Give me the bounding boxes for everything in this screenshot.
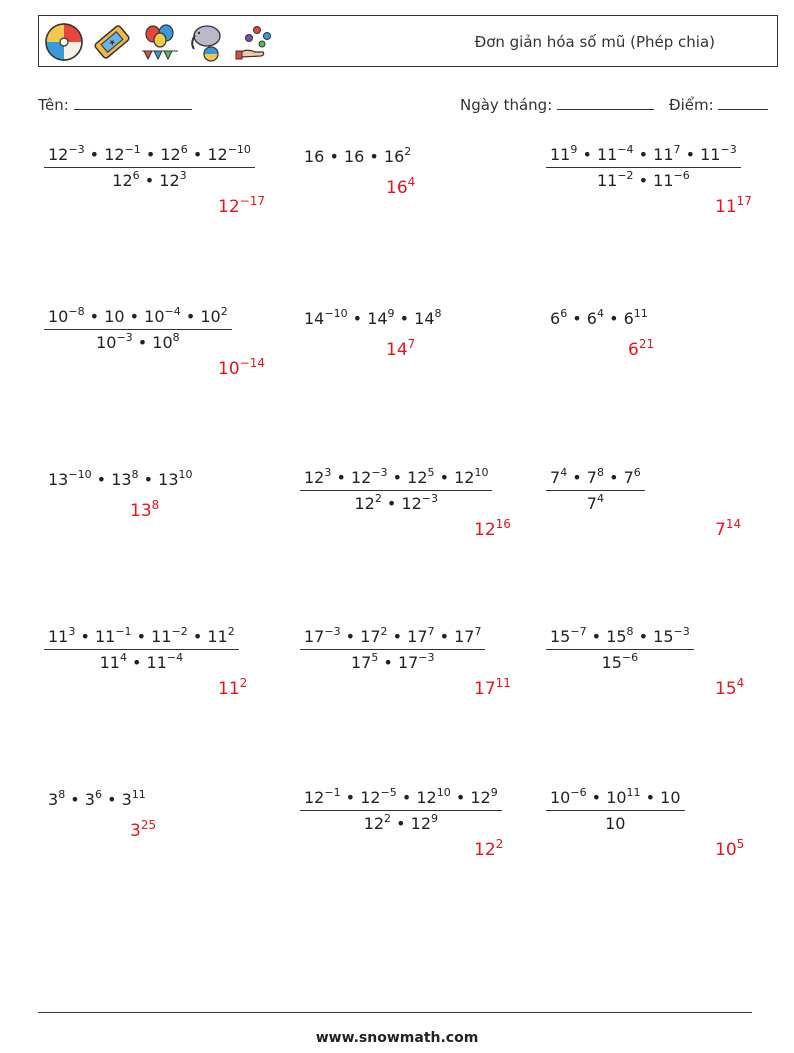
power-exponent: 2 xyxy=(220,305,228,318)
power-base: 12 xyxy=(360,788,381,807)
power-exponent: 17 xyxy=(736,194,752,208)
answer xyxy=(218,356,265,379)
power-exponent: 2 xyxy=(495,837,504,851)
answer xyxy=(130,498,160,521)
power-exponent: −10 xyxy=(68,468,92,481)
power-exponent: 5 xyxy=(371,651,379,664)
answer xyxy=(628,337,655,360)
denominator: $12^2$ • $12^{-3}$ xyxy=(354,492,439,513)
numerator: $11^9$ • $11^{-4}$ • $11^7$ • $11^{-3}$ xyxy=(546,145,741,168)
answer xyxy=(474,837,504,860)
power-exponent: 25 xyxy=(140,818,157,832)
problem-expression xyxy=(304,309,442,328)
power-base: 11 xyxy=(94,627,116,646)
power-base: 3 xyxy=(130,821,141,841)
power-base: 15 xyxy=(606,627,627,646)
power-base: 17 xyxy=(350,653,372,672)
power-exponent: −10 xyxy=(227,143,251,156)
power-base: 12 xyxy=(454,468,475,487)
answer xyxy=(218,194,265,217)
header-icons xyxy=(43,21,277,63)
power-base: 12 xyxy=(159,171,180,190)
power-exponent: −14 xyxy=(239,356,265,370)
balloons-icon xyxy=(139,21,181,63)
power-exponent: 5 xyxy=(736,837,745,851)
power-base: 17 xyxy=(407,627,428,646)
power-base: 11 xyxy=(653,145,674,164)
power-exponent: 11 xyxy=(495,676,511,690)
power-exponent: 3 xyxy=(179,169,187,182)
problem-expression xyxy=(300,788,502,833)
denominator: $17^5$ • $17^{-3}$ xyxy=(350,651,435,672)
juggling-icon xyxy=(235,21,277,63)
power-base: 11 xyxy=(48,627,69,646)
power-exponent: −3 xyxy=(720,143,737,156)
fraction xyxy=(300,788,502,833)
worksheet-header xyxy=(38,15,778,67)
name-field xyxy=(38,94,192,114)
power-exponent: −4 xyxy=(617,143,634,156)
denominator xyxy=(546,491,645,513)
power-base: 11 xyxy=(653,171,674,190)
power-base: 14 xyxy=(386,340,408,360)
answer xyxy=(130,818,157,841)
numerator: $10^{-8}$ • 10 • $10^{-4}$ • $10^2$ xyxy=(44,307,232,330)
power-exponent: 4 xyxy=(560,466,568,479)
power-exponent: −4 xyxy=(166,651,184,664)
numerator: $12^3$ • $12^{-3}$ • $12^5$ • $12^{10}$ xyxy=(300,468,492,491)
power-exponent: −3 xyxy=(418,651,435,664)
power-exponent: 2 xyxy=(404,145,412,158)
power-exponent: 3 xyxy=(324,466,332,479)
power-base: 3 xyxy=(48,790,59,809)
power-base: 10 xyxy=(605,814,626,833)
power-base: 12 xyxy=(350,468,372,487)
power-base: 17 xyxy=(474,679,496,699)
numerator: $10^{-6}$ • $10^{11}$ • 10 xyxy=(546,788,685,811)
power-base: 12 xyxy=(470,788,491,807)
power-base: 12 xyxy=(218,197,240,217)
problem-expression xyxy=(546,788,685,833)
power-base: 13 xyxy=(130,501,152,521)
power-base: 16 xyxy=(343,147,365,166)
power-exponent: 7 xyxy=(673,143,681,156)
power-base: 7 xyxy=(586,468,597,487)
power-exponent: 4 xyxy=(596,492,604,505)
worksheet-title: Đơn giản hóa số mũ (Phép chia) xyxy=(474,33,715,51)
product: $14^{-10}$ • $14^9$ • $14^8$ xyxy=(304,307,442,328)
power-exponent: −3 xyxy=(421,492,439,505)
fraction xyxy=(546,145,741,190)
power-base: 6 xyxy=(550,309,561,328)
problem-expression xyxy=(546,468,645,513)
power-base: 12 xyxy=(112,171,133,190)
power-base: 13 xyxy=(158,470,179,489)
power-exponent: 2 xyxy=(384,812,392,825)
power-exponent: 9 xyxy=(490,786,498,799)
power-base: 11 xyxy=(146,653,167,672)
power-base: 13 xyxy=(48,470,69,489)
power-exponent: 3 xyxy=(68,625,76,638)
fraction xyxy=(44,307,232,352)
power-exponent: 9 xyxy=(570,143,578,156)
power-base: 16 xyxy=(304,147,325,166)
power-base: 10 xyxy=(96,333,117,352)
power-exponent: 4 xyxy=(736,676,745,690)
power-base: 12 xyxy=(474,840,496,860)
fraction xyxy=(300,468,492,513)
power-base: 10 xyxy=(606,788,627,807)
power-exponent: −5 xyxy=(380,786,397,799)
name-blank[interactable] xyxy=(74,94,192,110)
power-base: 11 xyxy=(218,679,240,699)
power-base: 12 xyxy=(48,145,69,164)
power-base: 10 xyxy=(218,359,240,379)
power-base: 14 xyxy=(367,309,388,328)
answer xyxy=(474,676,511,699)
power-exponent: 6 xyxy=(94,788,102,801)
date-blank[interactable] xyxy=(557,94,654,110)
power-base: 13 xyxy=(111,470,132,489)
power-base: 15 xyxy=(601,653,622,672)
problem-expression xyxy=(304,147,411,166)
power-exponent: 7 xyxy=(407,337,416,351)
power-exponent: −4 xyxy=(164,305,181,318)
power-base: 12 xyxy=(416,788,437,807)
power-exponent: 8 xyxy=(626,625,634,638)
denominator: $10^{-3}$ • $10^8$ xyxy=(96,331,180,352)
power-exponent: 14 xyxy=(725,517,742,531)
problem-expression xyxy=(550,309,648,328)
power-base: 11 xyxy=(550,145,571,164)
power-exponent: 6 xyxy=(560,307,568,320)
power-exponent: −2 xyxy=(617,169,634,182)
power-base: 12 xyxy=(160,145,181,164)
power-exponent: −1 xyxy=(324,786,341,799)
power-base: 10 xyxy=(48,307,69,326)
power-base: 12 xyxy=(474,520,496,540)
problem-expression xyxy=(546,145,741,190)
denominator: $12^6$ • $12^3$ xyxy=(112,169,187,190)
problem-expression xyxy=(44,627,239,672)
power-exponent: −1 xyxy=(124,143,141,156)
power-base: 11 xyxy=(715,197,737,217)
problem-expression xyxy=(44,145,255,190)
numerator: $11^3$ • $11^{-1}$ • $11^{-2}$ • $11^2$ xyxy=(44,627,239,650)
power-base: 14 xyxy=(414,309,435,328)
power-exponent: 2 xyxy=(374,492,382,505)
power-base: 16 xyxy=(386,178,408,198)
power-base: 10 xyxy=(152,333,173,352)
power-base: 17 xyxy=(304,627,325,646)
power-exponent: −10 xyxy=(324,307,348,320)
power-exponent: 16 xyxy=(495,517,511,531)
problem-expression xyxy=(48,470,193,489)
answer xyxy=(715,676,745,699)
power-exponent: 10 xyxy=(436,786,451,799)
power-base: 15 xyxy=(550,627,571,646)
power-base: 12 xyxy=(410,814,432,833)
power-exponent: −3 xyxy=(324,625,341,638)
power-exponent: 4 xyxy=(596,307,604,320)
numerator: $12^{-1}$ • $12^{-5}$ • $12^{10}$ • $12^9$ xyxy=(300,788,502,811)
product: $3^8$ • $3^6$ • $3^{11}$ xyxy=(48,788,146,809)
power-base: 10 xyxy=(715,840,737,860)
power-exponent: 6 xyxy=(132,169,140,182)
problem-expression xyxy=(546,627,694,672)
power-base: 11 xyxy=(596,145,618,164)
power-base: 6 xyxy=(586,309,597,328)
power-base: 15 xyxy=(715,679,737,699)
power-exponent: 7 xyxy=(474,625,482,638)
footer-website: www.snowmath.com xyxy=(315,1030,479,1046)
fraction xyxy=(546,788,685,833)
power-base: 11 xyxy=(596,171,618,190)
power-base: 10 xyxy=(200,307,221,326)
power-base: 12 xyxy=(104,145,125,164)
power-exponent: 11 xyxy=(131,788,146,801)
power-exponent: 10 xyxy=(474,466,489,479)
power-exponent: 6 xyxy=(180,143,188,156)
power-exponent: 2 xyxy=(239,676,248,690)
name-label: Tên: xyxy=(38,96,69,114)
problem-expression xyxy=(300,627,485,672)
power-exponent: −3 xyxy=(116,331,133,344)
power-base: 17 xyxy=(360,627,381,646)
power-exponent: 4 xyxy=(407,175,416,189)
fraction xyxy=(44,145,255,190)
fraction xyxy=(546,627,694,672)
power-base: 11 xyxy=(99,653,120,672)
power-base: 16 xyxy=(383,147,405,166)
power-exponent: 10 xyxy=(178,468,193,481)
denominator xyxy=(546,811,685,833)
answer xyxy=(474,517,511,540)
power-base: 3 xyxy=(121,790,132,809)
power-base: 6 xyxy=(623,309,634,328)
denominator: $11^4$ • $11^{-4}$ xyxy=(99,651,184,672)
power-exponent: 8 xyxy=(596,466,604,479)
power-base: 7 xyxy=(550,468,561,487)
power-exponent: 4 xyxy=(119,651,127,664)
product: 16 • 16 • $16^2$ xyxy=(304,145,412,166)
fraction xyxy=(546,468,645,513)
power-exponent: −6 xyxy=(570,786,587,799)
power-exponent: 8 xyxy=(434,307,442,320)
power-base: 12 xyxy=(363,814,385,833)
power-base: 11 xyxy=(700,145,721,164)
power-exponent: −3 xyxy=(673,625,690,638)
answer xyxy=(715,194,752,217)
power-exponent: −2 xyxy=(171,625,188,638)
power-exponent: 9 xyxy=(387,307,395,320)
ticket-icon xyxy=(91,21,133,63)
problem-expression xyxy=(48,790,146,809)
power-base: 11 xyxy=(151,627,172,646)
power-base: 12 xyxy=(207,145,228,164)
power-exponent: 5 xyxy=(427,466,435,479)
elephant-icon xyxy=(187,21,229,63)
power-exponent: 8 xyxy=(58,788,66,801)
power-base: 3 xyxy=(84,790,95,809)
beach-ball-icon xyxy=(43,21,85,63)
answer xyxy=(715,517,742,540)
power-base: 10 xyxy=(104,307,125,326)
power-exponent: 11 xyxy=(626,786,641,799)
numerator: $17^{-3}$ • $17^2$ • $17^7$ • $17^7$ xyxy=(300,627,485,650)
power-exponent: 8 xyxy=(151,498,160,512)
svg-text:★: ★ xyxy=(106,36,118,49)
power-base: 12 xyxy=(304,788,325,807)
numerator: $12^{-3}$ • $12^{-1}$ • $12^6$ • $12^{-10}$ xyxy=(44,145,255,168)
power-exponent: −3 xyxy=(68,143,85,156)
power-exponent: −17 xyxy=(239,194,265,208)
power-base: 7 xyxy=(586,494,597,513)
power-exponent: 9 xyxy=(431,812,439,825)
power-exponent: 8 xyxy=(131,468,139,481)
power-base: 7 xyxy=(715,520,726,540)
power-exponent: 21 xyxy=(638,337,655,351)
power-base: 12 xyxy=(304,468,325,487)
product: $6^6$ • $6^4$ • $6^{11}$ xyxy=(550,307,648,328)
power-exponent: −7 xyxy=(570,625,587,638)
product: $13^{-10}$ • $13^8$ • $13^{10}$ xyxy=(48,468,193,489)
score-label: Điểm: xyxy=(669,96,714,114)
power-exponent: 6 xyxy=(633,466,641,479)
power-base: 10 xyxy=(550,788,571,807)
power-exponent: −6 xyxy=(673,169,690,182)
power-exponent: −3 xyxy=(371,466,388,479)
denominator xyxy=(546,650,694,672)
power-base: 17 xyxy=(397,653,419,672)
fraction xyxy=(44,627,239,672)
problem-expression xyxy=(44,307,232,352)
power-base: 12 xyxy=(401,494,422,513)
power-exponent: 8 xyxy=(172,331,180,344)
power-base: 10 xyxy=(660,788,681,807)
power-base: 11 xyxy=(207,627,228,646)
power-exponent: 11 xyxy=(633,307,648,320)
power-base: 12 xyxy=(407,468,428,487)
power-exponent: −8 xyxy=(68,305,85,318)
date-label: Ngày tháng: xyxy=(460,96,553,114)
numerator: $15^{-7}$ • $15^8$ • $15^{-3}$ xyxy=(546,627,694,650)
answer xyxy=(386,175,416,198)
footer-divider xyxy=(38,1012,752,1013)
power-base: 12 xyxy=(354,494,375,513)
fraction xyxy=(300,627,485,672)
power-exponent: 2 xyxy=(227,625,235,638)
power-base: 7 xyxy=(623,468,634,487)
answer xyxy=(386,337,416,360)
answer xyxy=(715,837,745,860)
power-exponent: −6 xyxy=(621,651,639,664)
denominator: $12^2$ • $12^9$ xyxy=(363,812,439,833)
power-base: 6 xyxy=(628,340,639,360)
answer xyxy=(218,676,248,699)
score-blank[interactable] xyxy=(718,94,768,110)
power-exponent: −1 xyxy=(115,625,132,638)
power-base: 10 xyxy=(144,307,165,326)
date-field xyxy=(460,94,654,114)
power-base: 14 xyxy=(304,309,325,328)
power-base: 17 xyxy=(454,627,475,646)
power-exponent: 2 xyxy=(380,625,388,638)
denominator: $11^{-2}$ • $11^{-6}$ xyxy=(596,169,690,190)
numerator: $7^4$ • $7^8$ • $7^6$ xyxy=(546,468,645,491)
power-base: 15 xyxy=(653,627,674,646)
score-field xyxy=(669,94,768,114)
problem-expression xyxy=(300,468,492,513)
power-exponent: 7 xyxy=(427,625,435,638)
